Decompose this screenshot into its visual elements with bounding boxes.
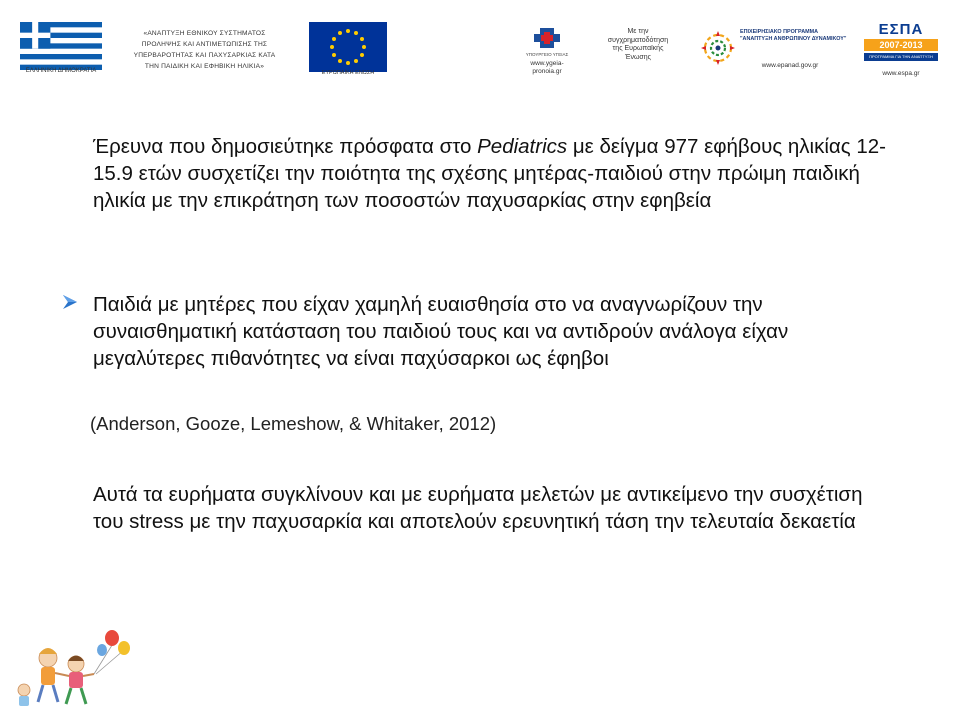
cofund-line: συγχρηματοδότηση	[607, 36, 669, 44]
agency-line: ΥΠΕΡΒΑΡΟΤΗΤΑΣ ΚΑΙ ΠΑΧΥΣΑΡΚΙΑΣ ΚΑΤΑ	[133, 52, 276, 59]
agency-line: «ΑΝΑΠΤΥΞΗ ΕΘΝΙΚΟΥ ΣΥΣΤΗΜΑΤΟΣ	[143, 30, 266, 37]
eu-caption: ΕΥΡΩΠΑΪΚΗ ΕΝΩΣΗ	[321, 70, 375, 76]
epan-url: www.epanad.gov.gr	[761, 62, 819, 69]
agency-line: ΠΡΟΛΗΨΗΣ ΚΑΙ ΑΝΤΙΜΕΤΩΠΙΣΗΣ ΤΗΣ	[141, 41, 268, 48]
ministry-name: ΥΠΟΥΡΓΕΙΟ ΥΓΕΙΑΣ	[525, 52, 569, 57]
research-text-after: με δείγμα 977 εφήβους ηλικίας 12-15.9 ετών συσχετίζει την ποιότητα της σχέσης μητέρας-παιδιού στην πρώιμη παιδική ηλικία με την επικράτηση των ποσοστών παχυσαρκίας στην εφηβεία	[93, 135, 886, 212]
children-illustration	[14, 628, 134, 710]
ministry-url-line: pronoia.gr	[532, 68, 562, 75]
agency-line: ΤΗΝ ΠΑΙΔΙΚΗ ΚΑΙ ΕΦΗΒΙΚΗ ΗΛΙΚΙΑ»	[144, 63, 265, 70]
espa-years: 2007-2013	[864, 39, 938, 51]
conclusion-paragraph: Αυτά τα ευρήματα συγκλίνουν και με ευρήματα μελετών με αντικείμενο την συσχέτιση του stress με την παχυσαρκία και αποτελούν ερευνητική τάση την τελευταία δεκαετία	[93, 483, 863, 533]
research-paragraph	[93, 133, 913, 214]
espa-tagline: ΠΡΟΓΡΑΜΜΑ ΓΙΑ ΤΗΝ ΑΝΑΠΤΥΞΗ	[864, 53, 938, 61]
arrow-bullet-icon	[62, 294, 78, 310]
flag-caption: ΕΛΛΗΝΙΚΗ ΔΗΜΟΚΡΑΤΙΑ	[25, 68, 97, 74]
espa-word: ΕΣΠΑ	[878, 21, 924, 38]
research-text-before: Έρευνα που δημοσιεύτηκε πρόσφατα στο	[93, 135, 478, 158]
cofund-line: Ένωσης	[624, 53, 652, 61]
epan-line: ΕΠΙΧΕΙΡΗΣΙΑΚΟ ΠΡΟΓΡΑΜΜΑ	[740, 29, 819, 35]
epan-line: "ΑΝΑΠΤΥΞΗ ΑΝΘΡΩΠΙΝΟΥ ΔΥΝΑΜΙΚΟΥ"	[740, 36, 847, 42]
ministry-url-line: www.ygeia-	[530, 60, 564, 67]
journal-name: Pediatrics	[477, 135, 568, 158]
citation: (Anderson, Gooze, Lemeshow, & Whitaker, 2012)	[90, 413, 497, 434]
cofund-line: της Ευρωπαϊκής	[612, 45, 664, 52]
bullet-paragraph: Παιδιά με μητέρες που είχαν χαμηλή ευαισθησία στο να αναγνωρίζουν την συναισθηματική κατάσταση του παιδιού τους και να αντιδρούν ανάλογα είχαν μεγαλύτερες πιθανότητες να είναι παχύσαρκοι ως έφηβοι	[93, 293, 789, 370]
espa-url: www.espa.gr	[882, 70, 920, 77]
cofund-line: Με την	[627, 28, 649, 35]
